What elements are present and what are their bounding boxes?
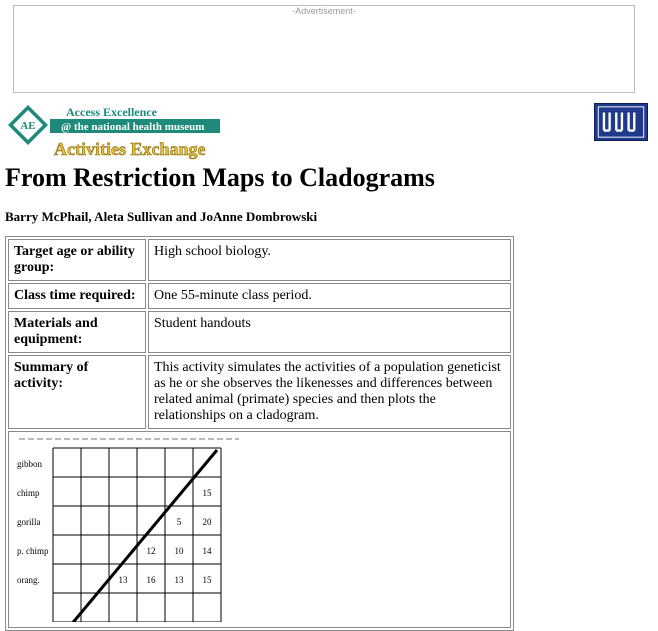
ae-diamond-icon [8,105,48,145]
row-label: Class time required: [8,283,146,309]
cell-value: 14 [202,546,212,556]
cell-value: 5 [176,517,182,527]
authors: Barry McPhail, Aleta Sullivan and JoAnne Dombrowski [5,209,318,224]
row-value: This activity simulates the activities of a population geneticist as he or she observes the likenesses and differences between related animal (primate) species and then plots the relationships on a cladogram. [148,355,511,429]
figure-cell [8,431,511,628]
cell-value: 12 [146,546,156,556]
diagonal-line [65,450,217,622]
cell-value: 20 [202,517,212,527]
row-label: gorilla [17,517,41,527]
ww-logo[interactable] [594,103,648,141]
row-label: orang. [17,575,40,585]
table-row [8,239,511,281]
row-label: gibbon [17,459,43,469]
access-excellence-logo[interactable] [6,103,222,160]
row-label: chimp [17,488,40,498]
cladogram-matrix-figure [9,432,269,622]
table-row [8,311,511,353]
row-label: p. chimp [17,546,49,556]
cell-value: 13 [118,575,128,585]
cell-value: 13 [174,575,184,585]
row-label: Summary of activity: [8,355,146,429]
svg-text:AE: AE [20,120,36,132]
page-title: From Restriction Maps to Cladograms [5,163,435,192]
row-label: Target age or ability group: [8,239,146,281]
logo-line2: @ the national health museum [61,121,205,133]
cell-value: 15 [202,488,212,498]
row-value: One 55-minute class period. [148,283,511,309]
activity-info-table [5,236,514,631]
logo-line3: Activities Exchange [54,139,206,159]
advertisement-box[interactable] [13,5,635,93]
table-row [8,283,511,309]
logo-line1: Access Excellence [66,105,157,119]
advertisement-label: -Advertisement- [292,6,356,16]
row-value: High school biology. [148,239,511,281]
table-row [8,355,511,429]
table-row [8,431,511,628]
row-value: Student handouts [148,311,511,353]
cell-value: 16 [146,575,156,585]
row-label: Materials and equipment: [8,311,146,353]
cell-value: 15 [202,575,212,585]
cell-value: 10 [174,546,184,556]
